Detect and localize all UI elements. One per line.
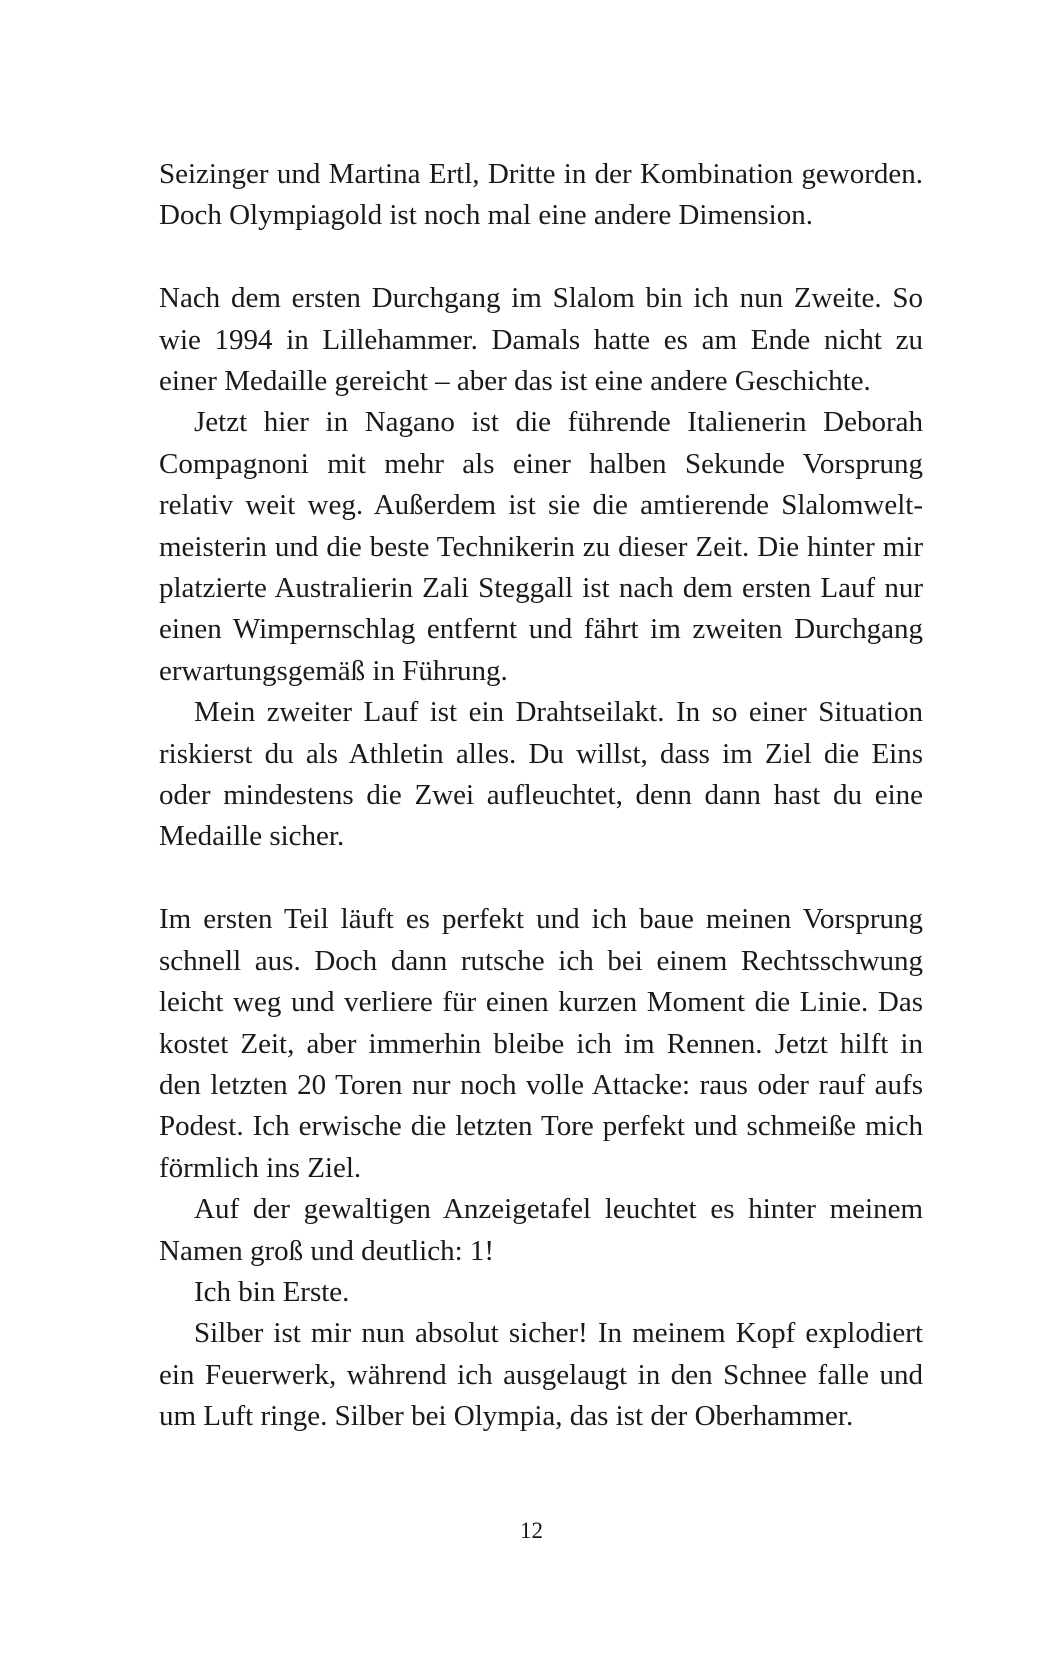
paragraph-6: Auf der gewaltigen Anzeigetafel leuchtet es hinter meinem Namen groß und deutlich: 1! <box>159 1193 923 1267</box>
section-break <box>159 237 923 278</box>
paragraph-4: Mein zweiter Lauf ist ein Drahtseilakt. In so einer Situation riskierst du als Athletin alles. Du willst, dass im Ziel die Eins oder mindestens die Zwei aufleuchtet, denn dann hast du eine Medaille sicher. <box>159 696 923 853</box>
page-number: 12 <box>520 1518 543 1543</box>
section-break <box>159 858 923 899</box>
paragraph-3: Jetzt hier in Nagano ist die führende Italienerin Deborah Compagnoni mit mehr als einer halben Sekunde Vorsprung relativ weit weg. Außerdem ist sie die amtierende Slalomweltmeisterin und die beste Technikerin zu dieser Zeit. Die hinter mir platzierte Australierin Zali Steggall ist nach dem ersten Lauf nur einen Wimpernschlag entfernt und fährt im zweiten Durchgang erwartungsgemäß in Führung. <box>159 406 923 687</box>
body-text <box>159 154 923 1438</box>
paragraph-7: Ich bin Erste. <box>194 1275 350 1308</box>
paragraph-5: Im ersten Teil läuft es perfekt und ich baue meinen Vorsprung schnell aus. Doch dann rutsche ich bei einem Rechtsschwung leicht weg und verliere für einen kurzen Moment die Linie. Das kostet Zeit, aber immerhin bleibe ich im Rennen. Jetzt hilft in den letzten 20 Toren nur noch volle Attacke: raus oder rauf aufs Podest. Ich erwische die letzten Tore perfekt und schmeiße mich förmlich ins Ziel. <box>159 903 923 1184</box>
paragraph-8: Silber ist mir nun absolut sicher! In meinem Kopf explodiert ein Feuerwerk, während ich ausgelaugt in den Schnee falle und um Luft ringe. Silber bei Olympia, das ist der Oberhammer. <box>159 1317 923 1433</box>
paragraph-2: Nach dem ersten Durchgang im Slalom bin ich nun Zweite. So wie 1994 in Lillehammer. Damals hatte es am Ende nicht zu einer Medaille gereicht – aber das ist eine andere Geschichte. <box>159 282 923 398</box>
paragraph-1: Seizinger und Martina Ertl, Dritte in der Kombination geworden. Doch Olympiagold ist noch mal eine andere Dimension. <box>159 158 923 232</box>
